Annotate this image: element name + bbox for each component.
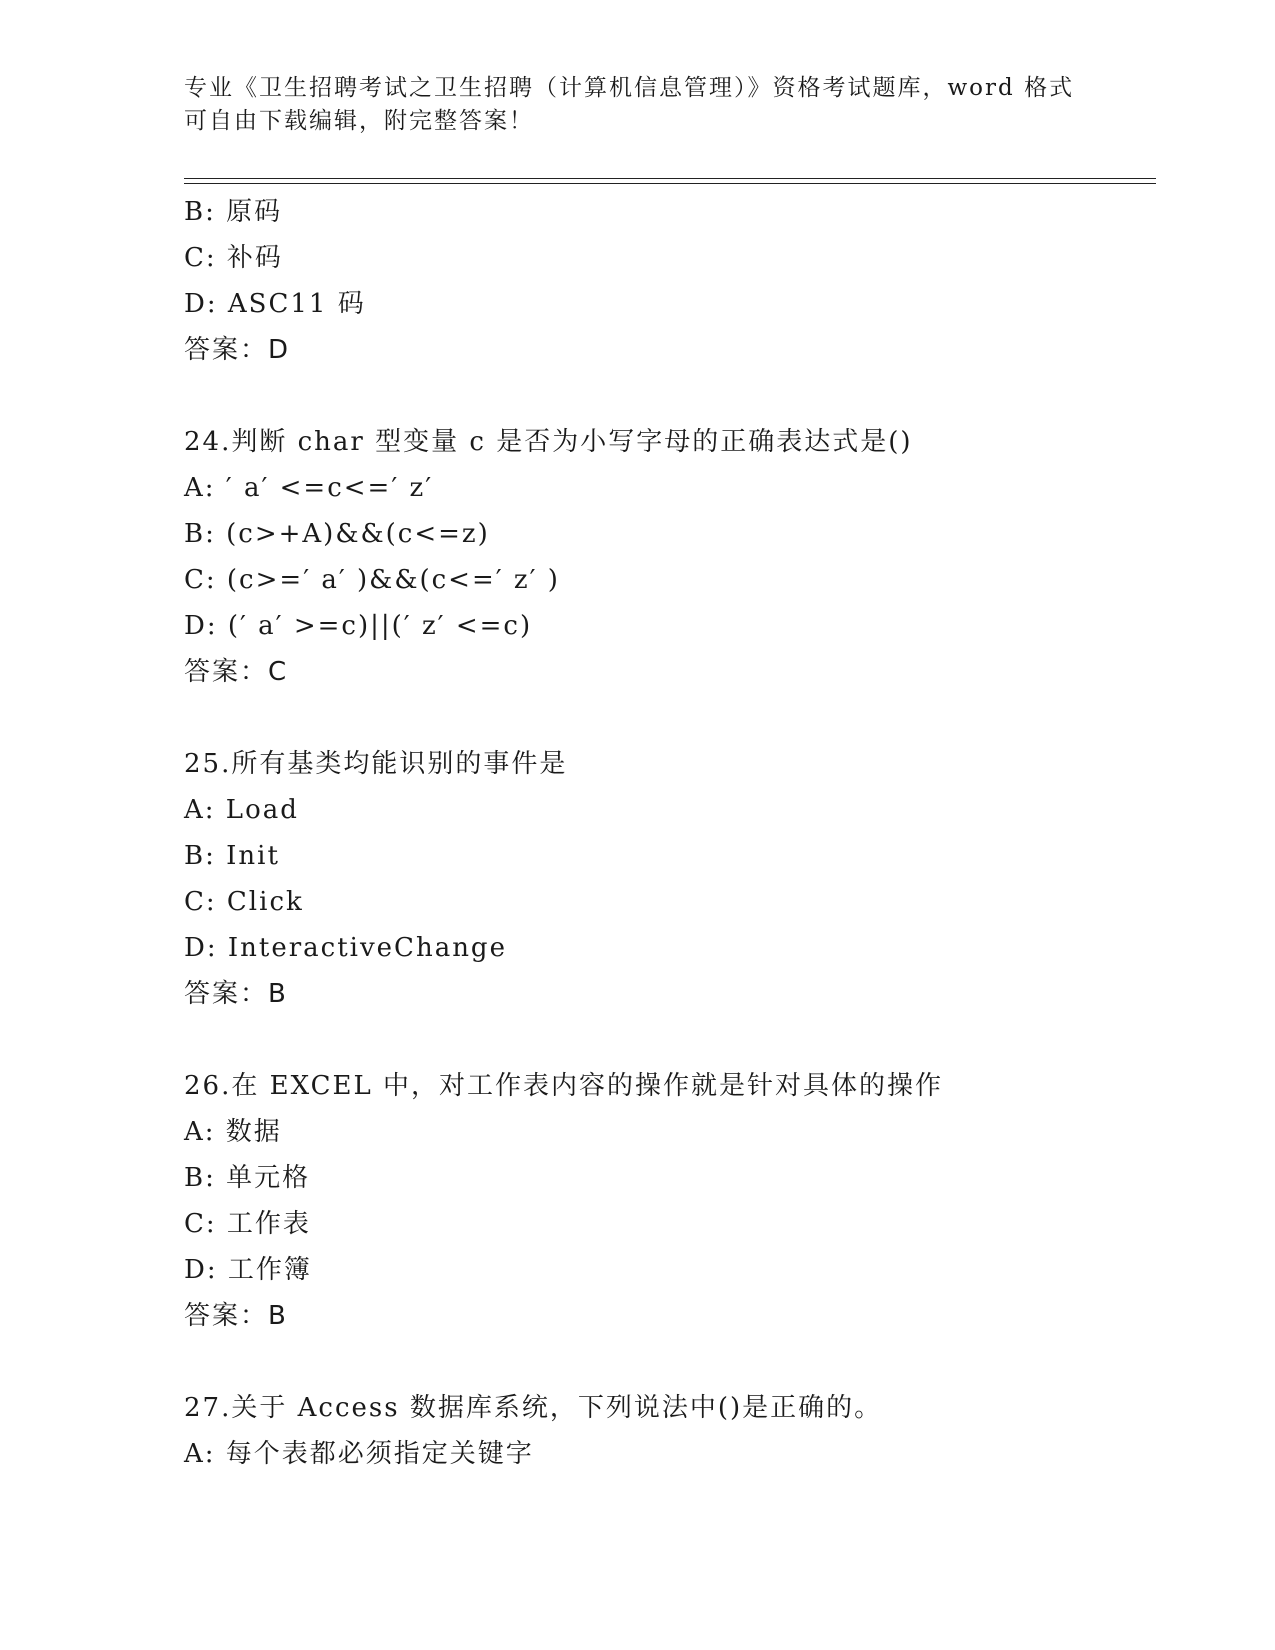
document-header: [184, 72, 1084, 138]
question-stem: 26.在 EXCEL 中，对工作表内容的操作就是针对具体的操作: [184, 1071, 944, 1101]
option-d: D: ASC11 码: [184, 289, 366, 319]
spacer: [184, 1017, 1144, 1063]
option-d: D: 工作簿: [184, 1255, 312, 1285]
option-c: C: 补码: [184, 243, 283, 273]
option-c: C: Click: [184, 887, 304, 917]
option-d: D: InteractiveChange: [184, 933, 507, 963]
question-25: [184, 741, 1144, 1017]
option-a: A: Load: [184, 795, 299, 825]
option-d: D: (′ a′ >=c)||(′ z′ <=c): [184, 611, 533, 641]
question-24: [184, 419, 1144, 695]
header-divider-top: [184, 178, 1156, 179]
option-c: C: (c>=′ a′ )&&(c<=′ z′ ): [184, 565, 560, 595]
answer-line: 答案：D: [184, 335, 291, 365]
header-line-2: 可自由下载编辑，附完整答案！: [184, 108, 534, 134]
answer-line: 答案：C: [184, 657, 289, 687]
question-26: [184, 1063, 1144, 1339]
option-a: A: 数据: [184, 1117, 282, 1147]
question-fragment: [184, 189, 1144, 373]
question-27: [184, 1385, 1144, 1477]
header-line-1: 专业《卫生招聘考试之卫生招聘（计算机信息管理）》资格考试题库，word 格式: [184, 75, 1075, 101]
option-a: A: 每个表都必须指定关键字: [184, 1439, 534, 1469]
option-b: B: 原码: [184, 197, 283, 227]
spacer: [184, 373, 1144, 419]
spacer: [184, 1339, 1144, 1385]
answer-line: 答案：B: [184, 1301, 288, 1331]
option-b: B: 单元格: [184, 1163, 311, 1193]
answer-line: 答案：B: [184, 979, 288, 1009]
question-stem: 27.关于 Access 数据库系统，下列说法中()是正确的。: [184, 1393, 883, 1423]
option-b: B: Init: [184, 841, 280, 871]
question-list: [184, 189, 1144, 1477]
question-stem: 25.所有基类均能识别的事件是: [184, 749, 568, 779]
spacer: [184, 695, 1144, 741]
option-b: B: (c>+A)&&(c<=z): [184, 519, 490, 549]
option-a: A: ′ a′ <=c<=′ z′: [184, 473, 434, 503]
option-c: C: 工作表: [184, 1209, 311, 1239]
header-divider-bottom: [184, 183, 1156, 184]
question-stem: 24.判断 char 型变量 c 是否为小写字母的正确表达式是(): [184, 427, 913, 457]
